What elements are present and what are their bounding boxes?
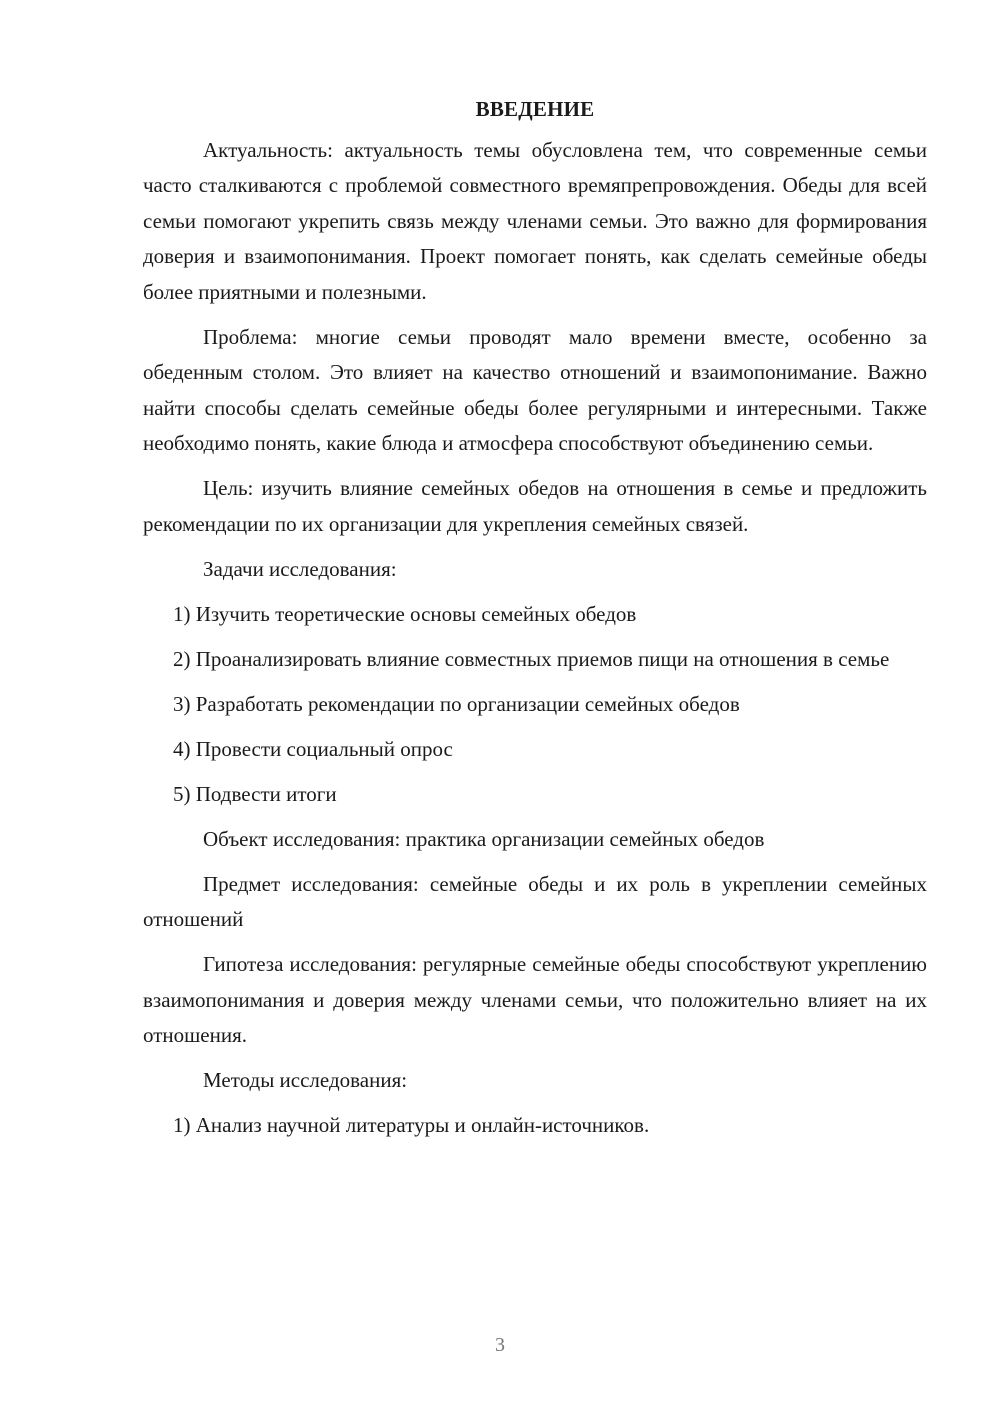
page-content — [143, 92, 927, 1153]
paragraph-hypothesis: Гипотеза исследования: регулярные семейные обеды способствуют укреплению взаимопонимания и доверия между членами семьи, что положительно влияет на их отношения. — [143, 952, 927, 1047]
paragraph-goal: Цель: изучить влияние семейных обедов на отношения в семье и предложить рекомендации по их организации для укрепления семейных связей. — [143, 476, 927, 536]
page-number: 3 — [495, 1334, 505, 1356]
paragraph-object: Объект исследования: практика организации семейных обедов — [203, 826, 765, 851]
task-item: 5) Подвести итоги — [173, 781, 337, 806]
paragraph-relevance: Актуальность: актуальность темы обусловлена тем, что современные семьи часто сталкиваются с проблемой совместного времяпрепровождения. Обеды для всей семьи помогают укрепить связь между членами семьи. Это важно для формирования доверия и взаимопонимания. Проект помогает понять, как сделать семейные обеды более приятными и полезными. — [143, 137, 927, 304]
paragraph-methods-heading: Методы исследования: — [203, 1068, 408, 1092]
paragraph-subject: Предмет исследования: семейные обеды и их роль в укреплении семейных отношений — [143, 871, 927, 931]
paragraph-problem: Проблема: многие семьи проводят мало времени вместе, особенно за обеденным столом. Это влияет на качество отношений и взаимопонимание. Важно найти способы сделать семейные обеды более регулярными и интересными. Также необходимо понять, какие блюда и атмосфера способствуют объединению семьи. — [143, 324, 927, 455]
section-title: ВВЕДЕНИЕ — [475, 97, 595, 121]
task-item: 4) Провести социальный опрос — [173, 736, 453, 761]
method-item: 1) Анализ научной литературы и онлайн-источников. — [173, 1113, 650, 1137]
task-item: 1) Изучить теоретические основы семейных обедов — [173, 601, 637, 626]
task-item: 2) Проанализировать влияние совместных приемов пищи на отношения в семье — [173, 646, 890, 671]
task-item: 3) Разработать рекомендации по организации семейных обедов — [173, 691, 740, 716]
paragraph-tasks-heading: Задачи исследования: — [203, 556, 397, 581]
